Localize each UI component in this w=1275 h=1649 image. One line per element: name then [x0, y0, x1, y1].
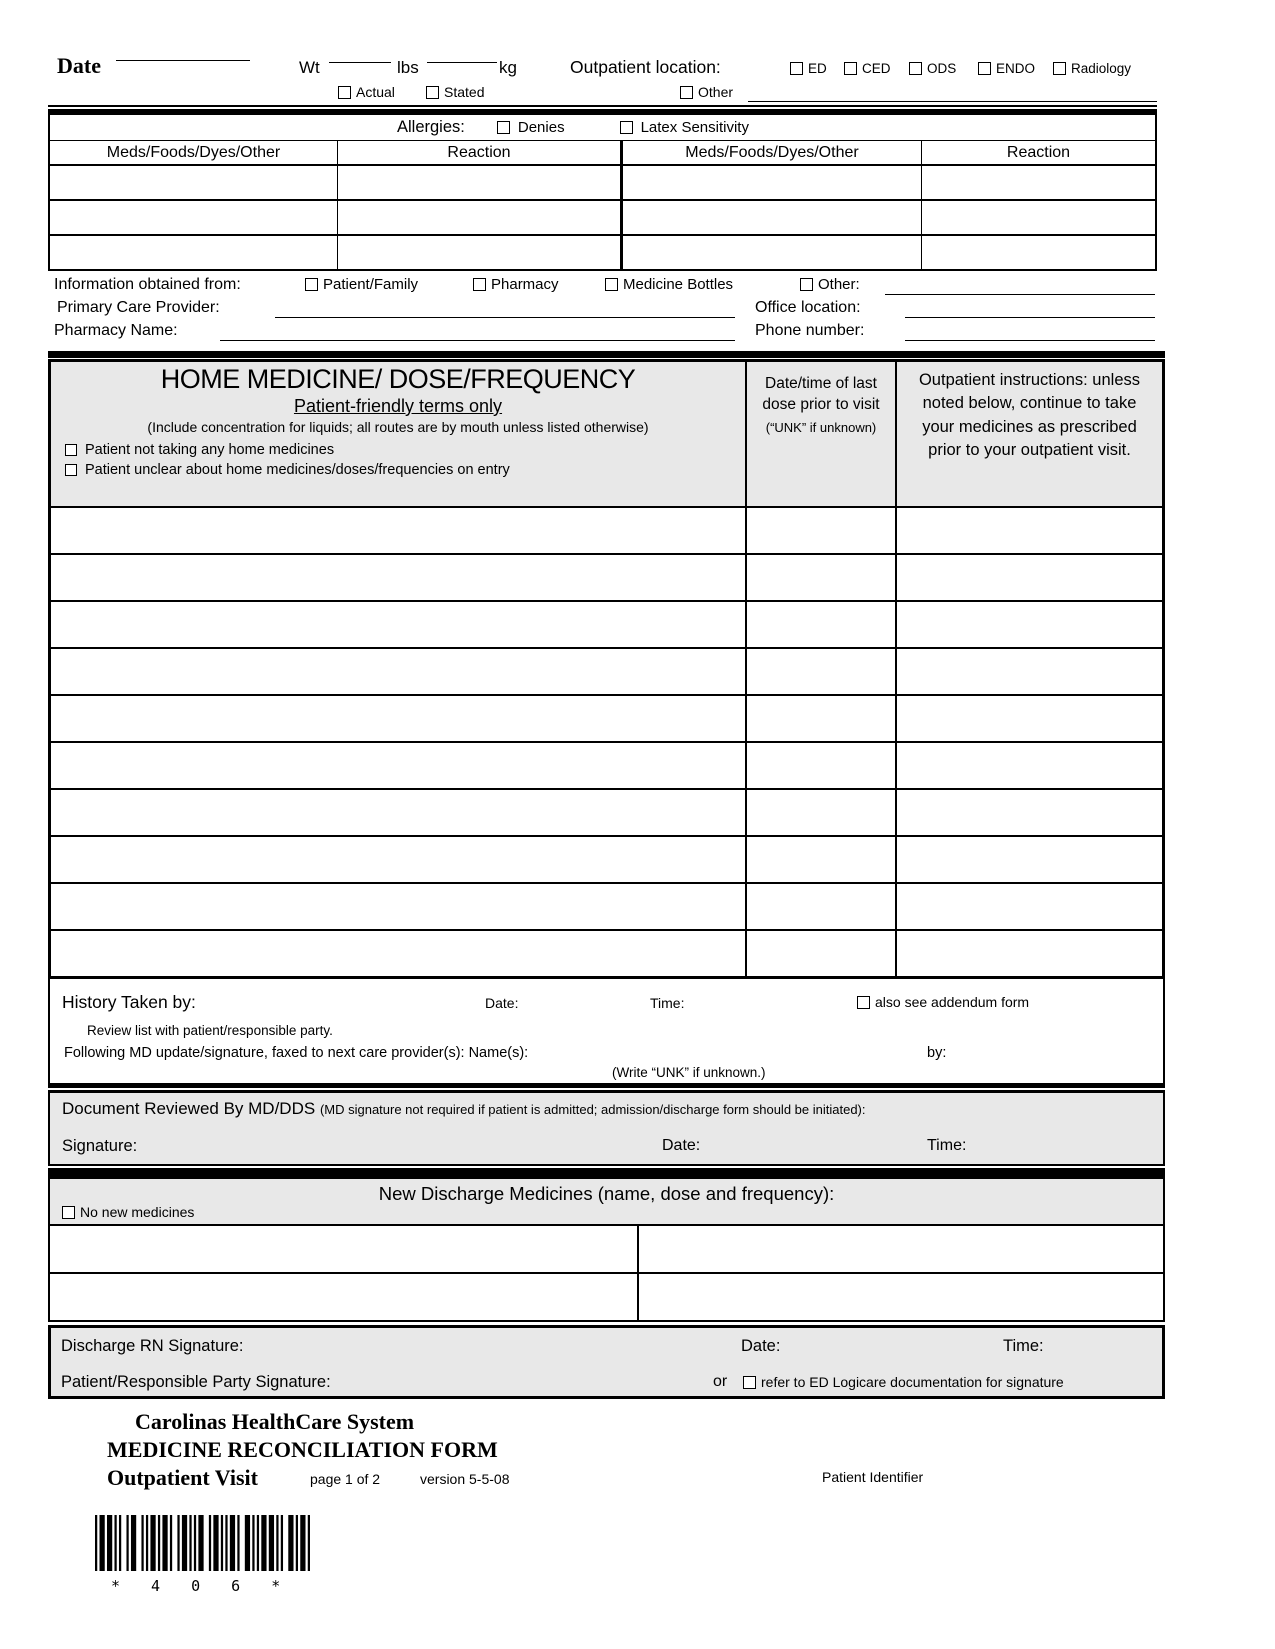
md-date-label: Date:	[662, 1137, 701, 1154]
phone-number-blank-line[interactable]	[905, 322, 1155, 341]
source-other-option[interactable]	[800, 276, 860, 294]
home-medicine-title: HOME MEDICINE/ DOSE/FREQUENCY	[160, 364, 636, 394]
home-medicine-empty-rows	[51, 508, 1162, 976]
history-date-label: Date:	[485, 995, 519, 1011]
patient-friendly-subtitle: Patient-friendly terms only	[293, 396, 503, 416]
checkbox-icon[interactable]	[305, 278, 318, 291]
home-medicine-table	[48, 359, 1165, 979]
section-divider-band	[48, 351, 1165, 358]
other-location-blank-line[interactable]	[748, 83, 1157, 102]
last-dose-cell[interactable]	[745, 602, 895, 647]
location-endo-label: ENDO	[996, 61, 1036, 76]
barcode-label: * 4 0 6 *	[111, 1577, 292, 1595]
weight-actual-option[interactable]	[338, 84, 395, 102]
instructions-cell[interactable]	[895, 790, 1162, 835]
source-patient-family-option[interactable]	[305, 276, 418, 294]
checkbox-icon[interactable]	[844, 62, 857, 75]
medicine-bottles-label: Medicine Bottles	[623, 276, 734, 293]
location-endo-option[interactable]	[978, 60, 1035, 78]
home-medicine-row	[51, 788, 1162, 835]
last-dose-cell[interactable]	[745, 555, 895, 600]
unclear-medicines-option[interactable]	[51, 462, 745, 478]
new-discharge-empty-rows	[50, 1226, 1163, 1320]
weight-stated-option[interactable]	[426, 84, 484, 102]
history-time-label: Time:	[650, 995, 685, 1011]
instructions-cell[interactable]	[895, 602, 1162, 647]
home-medicine-row	[51, 553, 1162, 600]
no-new-medicines-option[interactable]	[62, 1204, 194, 1222]
instructions-cell[interactable]	[895, 884, 1162, 929]
instructions-cell[interactable]	[895, 508, 1162, 553]
instructions-cell[interactable]	[895, 931, 1162, 976]
stated-label: Stated	[444, 84, 485, 100]
pharmacy-name-label: Pharmacy Name:	[54, 322, 178, 339]
kg-label: kg	[499, 58, 517, 77]
outpatient-instructions-header: Outpatient instructions: unless noted below, continue to take your medicines as prescribed prior to your outpatient visit.	[895, 362, 1162, 506]
pharmacy-label: Pharmacy	[491, 276, 559, 293]
checkbox-icon[interactable]	[338, 86, 351, 99]
medicine-name-cell[interactable]	[51, 508, 745, 553]
checkbox-icon[interactable]	[743, 1376, 756, 1389]
location-radiology-option[interactable]	[1053, 60, 1131, 78]
location-ed-option[interactable]	[790, 60, 827, 78]
last-dose-cell[interactable]	[745, 790, 895, 835]
location-radiology-label: Radiology	[1071, 61, 1132, 76]
pharmacy-name-row	[48, 320, 1165, 343]
section-divider-band	[48, 1168, 1165, 1177]
last-dose-cell[interactable]	[745, 696, 895, 741]
checkbox-icon[interactable]	[1053, 62, 1066, 75]
home-medicine-row	[51, 647, 1162, 694]
allergy-row	[50, 234, 1155, 269]
checkbox-icon[interactable]	[620, 121, 633, 134]
home-medicine-row	[51, 694, 1162, 741]
denies-label: Denies	[517, 119, 565, 136]
instructions-cell[interactable]	[895, 555, 1162, 600]
review-note: Review list with patient/responsible party.	[87, 1023, 333, 1038]
checkbox-icon[interactable]	[426, 86, 439, 99]
allergy-reaction-cell[interactable]	[337, 166, 620, 199]
allergy-row	[50, 199, 1155, 234]
location-other-option[interactable]	[680, 84, 733, 102]
form-footer	[48, 1409, 1165, 1495]
source-other-label: Other:	[818, 276, 860, 293]
allergy-reaction-cell[interactable]	[337, 201, 620, 234]
double-divider-band	[48, 1085, 1165, 1093]
date-time-column-header	[745, 362, 895, 506]
checkbox-icon[interactable]	[790, 62, 803, 75]
date-blank-line[interactable]	[116, 42, 250, 61]
office-location-label: Office location:	[755, 299, 861, 316]
party-signature-label: Patient/Responsible Party Signature:	[61, 1373, 331, 1391]
home-medicine-header	[51, 362, 1162, 508]
addendum-label: also see addendum form	[875, 994, 1030, 1010]
info-obtained-row	[48, 274, 1165, 297]
allergy-meds-cell[interactable]	[620, 236, 921, 269]
pharmacy-name-blank-line[interactable]	[220, 322, 735, 341]
document-reviewed-note: (MD signature not required if patient is admitted; admission/discharge form should be initiated):	[319, 1102, 866, 1117]
allergy-col-meds-1: Meds/Foods/Dyes/Other	[106, 143, 281, 161]
outpatient-location-label: Outpatient location:	[570, 57, 721, 77]
unclear-medicines-label: Patient unclear about home medicines/doses/frequencies on entry	[85, 462, 510, 478]
logicare-label: refer to ED Logicare documentation for signature	[761, 1374, 1064, 1390]
instructions-cell[interactable]	[895, 743, 1162, 788]
allergy-reaction-cell[interactable]	[921, 236, 1155, 269]
last-dose-cell[interactable]	[745, 649, 895, 694]
last-dose-cell[interactable]	[745, 837, 895, 882]
office-location-blank-line[interactable]	[905, 299, 1155, 318]
organization-name: Carolinas HealthCare System	[135, 1409, 415, 1434]
location-ced-label: CED	[862, 61, 891, 76]
allergy-meds-cell[interactable]	[50, 236, 337, 269]
allergies-column-headers	[50, 140, 1155, 164]
form-header-row-2	[48, 83, 1165, 102]
date-time-header-text: Date/time of last dose prior to visit	[762, 375, 880, 413]
location-ods-option[interactable]	[909, 60, 956, 78]
allergies-section	[48, 109, 1157, 271]
barcode	[95, 1515, 310, 1595]
fax-note: Following MD update/signature, faxed to next care provider(s): Name(s):	[64, 1045, 529, 1061]
concentration-note: (Include concentration for liquids; all routes are by mouth unless listed otherwise)	[147, 419, 649, 435]
not-taking-medicines-label: Patient not taking any home medicines	[85, 442, 335, 458]
form-name: MEDICINE RECONCILIATION FORM	[107, 1437, 498, 1462]
rn-signature-label: Discharge RN Signature:	[61, 1337, 244, 1355]
history-section	[48, 979, 1165, 1085]
instructions-cell[interactable]	[895, 837, 1162, 882]
checkbox-icon[interactable]	[680, 86, 693, 99]
allergies-latex-option[interactable]	[620, 119, 749, 136]
new-discharge-header	[50, 1179, 1163, 1226]
location-ced-option[interactable]	[844, 60, 891, 78]
header-divider-rule	[48, 105, 1157, 107]
medicine-name-cell[interactable]	[51, 790, 745, 835]
allergy-reaction-cell[interactable]	[337, 236, 620, 269]
or-label: or	[713, 1373, 728, 1390]
medicine-name-cell[interactable]	[51, 602, 745, 647]
lbs-label: lbs	[397, 58, 419, 77]
home-medicine-row	[51, 835, 1162, 882]
patient-identifier-label: Patient Identifier	[822, 1469, 924, 1485]
md-signature-label: Signature:	[62, 1137, 138, 1155]
location-ed-label: ED	[808, 61, 827, 76]
form-header-row	[48, 0, 1165, 83]
home-medicine-row	[51, 929, 1162, 976]
latex-sensitivity-label: Latex Sensitivity	[640, 119, 749, 136]
allergy-meds-cell[interactable]	[620, 201, 921, 234]
allergy-meds-cell[interactable]	[620, 166, 921, 199]
medicine-name-cell[interactable]	[51, 931, 745, 976]
not-taking-medicines-option[interactable]	[51, 442, 745, 458]
discharge-medicine-cell[interactable]	[637, 1274, 1163, 1320]
new-discharge-title: New Discharge Medicines (name, dose and frequency):	[378, 1183, 835, 1204]
last-dose-cell[interactable]	[745, 884, 895, 929]
page-number: page 1 of 2	[310, 1471, 381, 1487]
discharge-medicine-cell[interactable]	[637, 1226, 1163, 1272]
date-label: Date	[57, 53, 101, 78]
primary-care-blank-line[interactable]	[275, 299, 735, 318]
medicine-name-cell[interactable]	[51, 837, 745, 882]
checkbox-icon[interactable]	[978, 62, 991, 75]
document-reviewed-title: Document Reviewed By MD/DDS (MD signature not required if patient is admitted; admission/discharge form should be initiated):	[62, 1099, 866, 1118]
allergy-meds-cell[interactable]	[50, 201, 337, 234]
medicine-name-cell[interactable]	[51, 649, 745, 694]
allergy-col-reaction-1: Reaction	[337, 141, 620, 164]
checkbox-icon[interactable]	[800, 278, 813, 291]
document-reviewed-section	[48, 1093, 1165, 1166]
checkbox-icon[interactable]	[473, 278, 486, 291]
allergy-col-reaction-2: Reaction	[921, 141, 1155, 164]
last-dose-cell[interactable]	[745, 743, 895, 788]
other-label: Other	[698, 84, 734, 100]
source-other-blank-line[interactable]	[885, 276, 1155, 295]
addendum-option[interactable]	[857, 994, 1029, 1010]
weight-label: Wt	[299, 58, 320, 77]
source-pharmacy-option[interactable]	[473, 276, 559, 294]
weight-kg-blank-line[interactable]	[427, 44, 497, 63]
checkbox-icon[interactable]	[605, 278, 618, 291]
primary-care-row	[48, 297, 1165, 320]
discharge-medicine-row	[50, 1226, 1163, 1272]
discharge-medicine-cell[interactable]	[50, 1274, 637, 1320]
allergies-denies-option[interactable]	[497, 119, 565, 136]
phone-number-label: Phone number:	[755, 322, 865, 339]
allergy-row	[50, 164, 1155, 199]
checkbox-icon[interactable]	[62, 1206, 75, 1219]
md-time-label: Time:	[927, 1137, 967, 1154]
discharge-signature-section	[48, 1325, 1165, 1399]
fax-by-label: by:	[927, 1045, 947, 1061]
source-medicine-bottles-option[interactable]	[605, 276, 733, 294]
patient-family-label: Patient/Family	[323, 276, 419, 293]
medicine-name-cell[interactable]	[51, 884, 745, 929]
medicine-name-cell[interactable]	[51, 743, 745, 788]
home-medicine-header-left	[51, 362, 745, 506]
home-medicine-row	[51, 508, 1162, 553]
discharge-medicine-row	[50, 1272, 1163, 1320]
medicine-name-cell[interactable]	[51, 696, 745, 741]
last-dose-cell[interactable]	[745, 931, 895, 976]
unk-note: (“UNK” if unknown)	[765, 419, 877, 435]
allergy-reaction-cell[interactable]	[921, 201, 1155, 234]
allergy-col-meds-2: Meds/Foods/Dyes/Other	[620, 141, 921, 164]
discharge-medicine-cell[interactable]	[50, 1226, 637, 1272]
instructions-cell[interactable]	[895, 649, 1162, 694]
primary-care-label: Primary Care Provider:	[57, 299, 220, 316]
home-medicine-row	[51, 882, 1162, 929]
allergy-reaction-cell[interactable]	[921, 166, 1155, 199]
checkbox-icon[interactable]	[857, 996, 870, 1009]
new-discharge-section	[48, 1177, 1165, 1322]
checkbox-icon[interactable]	[497, 121, 510, 134]
home-medicine-row	[51, 741, 1162, 788]
weight-lbs-blank-line[interactable]	[329, 44, 391, 63]
no-new-medicines-label: No new medicines	[80, 1204, 195, 1220]
checkbox-icon[interactable]	[65, 444, 77, 456]
rn-time-label: Time:	[1003, 1337, 1044, 1355]
visit-type: Outpatient Visit	[107, 1465, 258, 1490]
form-version: version 5-5-08	[420, 1471, 510, 1487]
checkbox-icon[interactable]	[909, 62, 922, 75]
obtained-from-label: Information obtained from:	[54, 276, 241, 293]
allergies-empty-rows	[50, 164, 1155, 269]
location-ods-label: ODS	[927, 61, 957, 76]
actual-label: Actual	[356, 84, 395, 100]
logicare-option[interactable]	[743, 1373, 1064, 1392]
write-unk-note: (Write “UNK” if unknown.)	[612, 1065, 766, 1080]
instructions-cell[interactable]	[895, 696, 1162, 741]
medicine-name-cell[interactable]	[51, 555, 745, 600]
barcode-image	[95, 1515, 310, 1571]
allergies-title: Allergies:	[397, 118, 465, 136]
allergy-meds-cell[interactable]	[50, 166, 337, 199]
history-taken-by-label: History Taken by:	[62, 992, 196, 1012]
rn-date-label: Date:	[741, 1337, 781, 1355]
allergies-title-row	[50, 115, 1155, 140]
home-medicine-row	[51, 600, 1162, 647]
last-dose-cell[interactable]	[745, 508, 895, 553]
checkbox-icon[interactable]	[65, 464, 77, 476]
